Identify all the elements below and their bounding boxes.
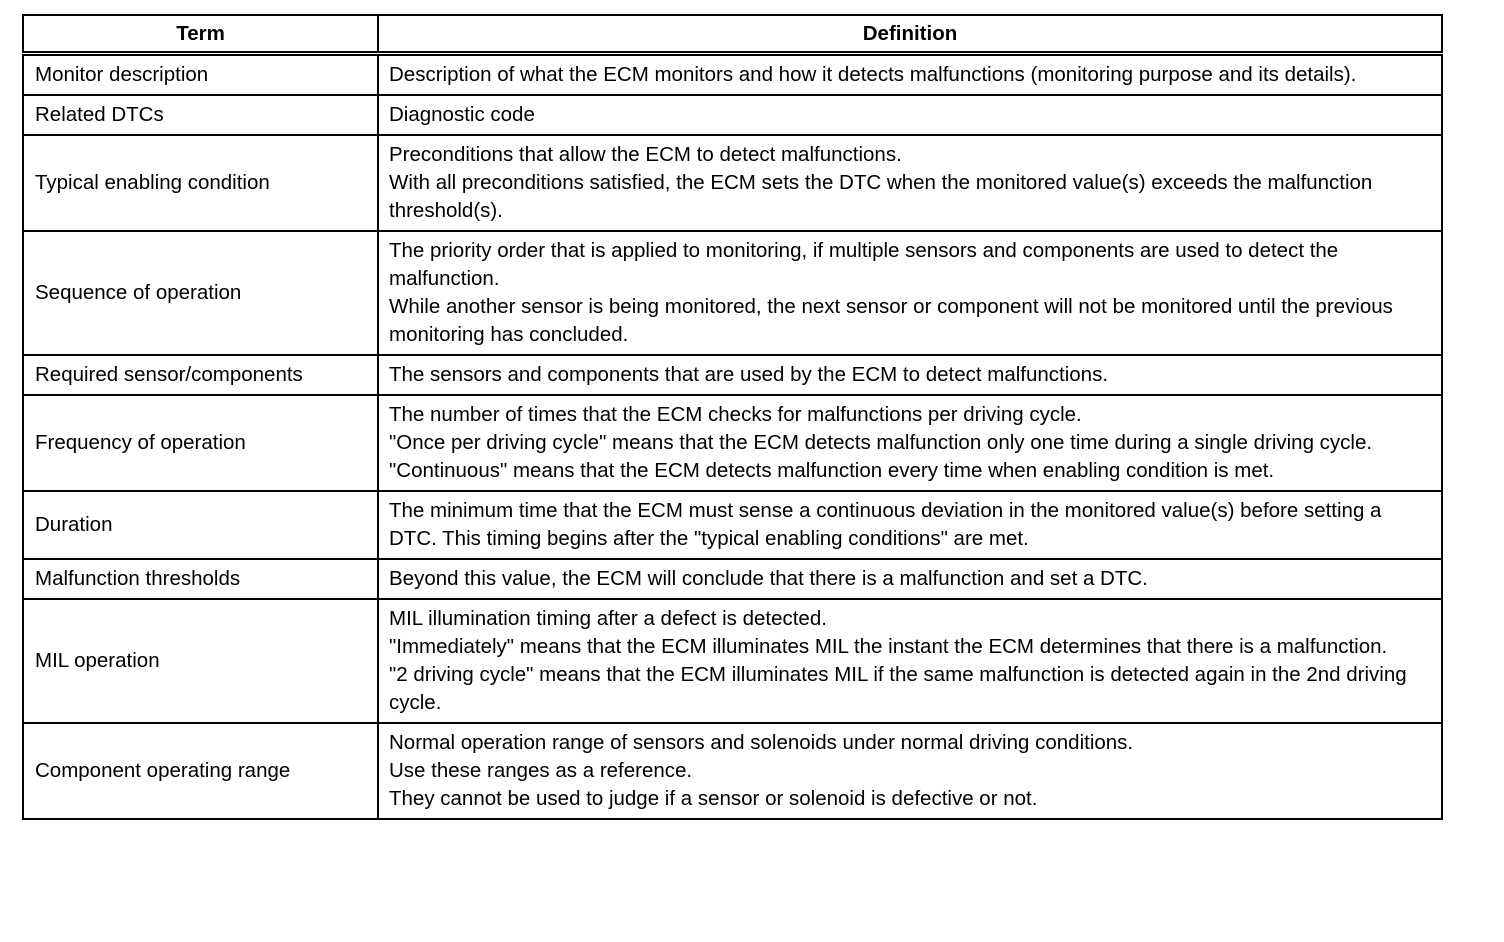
definition-line: Beyond this value, the ECM will conclude that there is a malfunction and set a DTC. (389, 567, 1148, 590)
definition-line: The priority order that is applied to monitoring, if multiple sensors and components are used to detect the malfunction. (389, 239, 1339, 290)
term-cell: Frequency of operation (23, 395, 378, 491)
header-term: Term (23, 15, 378, 54)
table-row (23, 231, 1442, 355)
term-cell: Required sensor/components (23, 355, 378, 395)
definition-cell (378, 599, 1442, 723)
term-cell: Monitor description (23, 54, 378, 96)
definition-cell (378, 135, 1442, 231)
definition-line: The sensors and components that are used by the ECM to detect malfunctions. (389, 363, 1109, 386)
definition-line: Use these ranges as a reference. (389, 759, 693, 782)
definition-line: With all preconditions satisfied, the ECM sets the DTC when the monitored value(s) exceeds the malfunction threshold(s). (389, 171, 1373, 222)
definition-line: Description of what the ECM monitors and how it detects malfunctions (monitoring purpose and its details). (389, 63, 1357, 86)
table-row (23, 135, 1442, 231)
definition-cell (378, 355, 1442, 395)
table-row (23, 95, 1442, 135)
table-body (23, 54, 1442, 820)
table-row (23, 723, 1442, 819)
definition-cell (378, 231, 1442, 355)
term-cell: Malfunction thresholds (23, 559, 378, 599)
definition-cell (378, 395, 1442, 491)
definition-line: Preconditions that allow the ECM to detect malfunctions. (389, 143, 902, 166)
definition-line: They cannot be used to judge if a sensor or solenoid is defective or not. (389, 787, 1038, 810)
term-cell: MIL operation (23, 599, 378, 723)
definition-cell (378, 54, 1442, 96)
definition-cell (378, 95, 1442, 135)
term-cell: Related DTCs (23, 95, 378, 135)
term-cell: Component operating range (23, 723, 378, 819)
definition-line: The number of times that the ECM checks for malfunctions per driving cycle. (389, 403, 1082, 426)
table-row (23, 355, 1442, 395)
header-definition: Definition (378, 15, 1442, 54)
table-header-row (23, 15, 1442, 54)
table-row (23, 599, 1442, 723)
table-row (23, 395, 1442, 491)
definition-line: "2 driving cycle" means that the ECM illuminates MIL if the same malfunction is detected again in the 2nd driving cycle. (389, 663, 1407, 714)
table-row (23, 54, 1442, 96)
definition-line: The minimum time that the ECM must sense a continuous deviation in the monitored value(s) before setting a DTC. This timing begins after the "typical enabling conditions" are met. (389, 499, 1382, 550)
definition-cell (378, 723, 1442, 819)
definition-line: "Once per driving cycle" means that the ECM detects malfunction only one time during a single driving cycle. (389, 431, 1373, 454)
terms-table (22, 14, 1443, 820)
definition-cell (378, 491, 1442, 559)
definition-line: MIL illumination timing after a defect is detected. (389, 607, 827, 630)
term-cell: Duration (23, 491, 378, 559)
definition-line: While another sensor is being monitored, the next sensor or component will not be monitored until the previous monitoring has concluded. (389, 295, 1393, 346)
definition-line: "Immediately" means that the ECM illuminates MIL the instant the ECM determines that there is a malfunction. (389, 635, 1388, 658)
term-cell: Typical enabling condition (23, 135, 378, 231)
table-row (23, 559, 1442, 599)
definition-line: Diagnostic code (389, 103, 535, 126)
table-row (23, 491, 1442, 559)
definition-cell (378, 559, 1442, 599)
definition-line: "Continuous" means that the ECM detects malfunction every time when enabling condition is met. (389, 459, 1275, 482)
term-cell: Sequence of operation (23, 231, 378, 355)
definition-line: Normal operation range of sensors and solenoids under normal driving conditions. (389, 731, 1134, 754)
